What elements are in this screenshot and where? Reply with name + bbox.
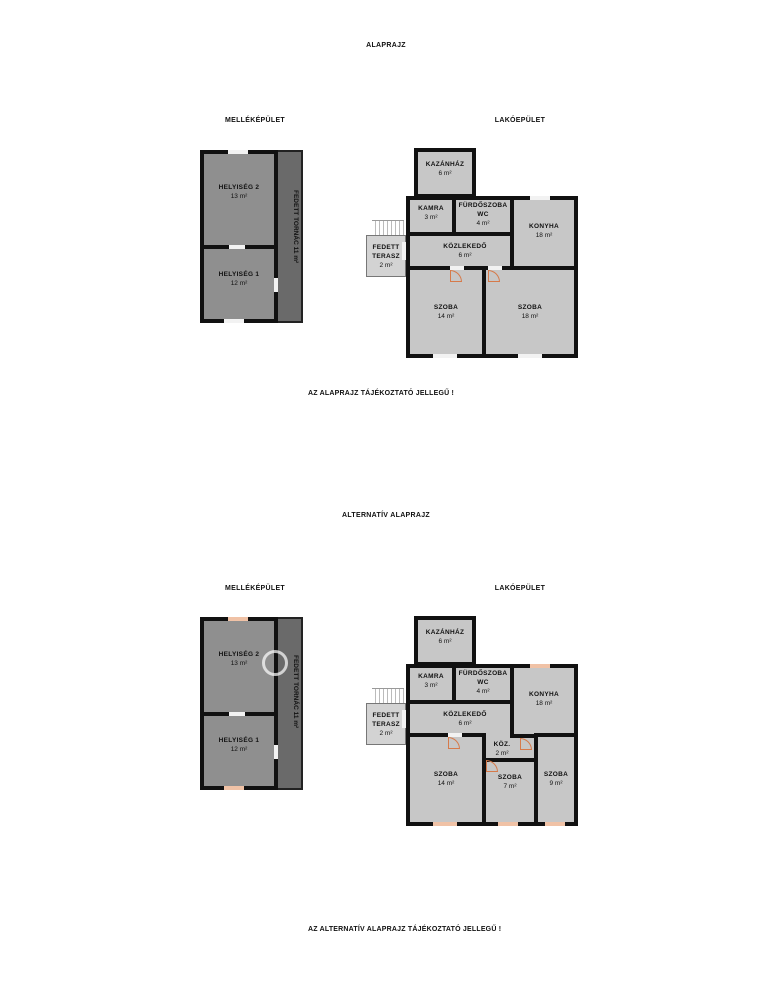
- door-opening: [274, 278, 278, 292]
- window: [228, 617, 248, 621]
- plan-2-note: AZ ALTERNATÍV ALAPRAJZ TÁJÉKOZTATÓ JELLEGŰ !: [308, 926, 502, 933]
- label-kozlekedo: KÖZLEKEDŐ 6 m²: [443, 711, 487, 727]
- label-terrace: FEDETT TERASZ 2 m²: [372, 244, 400, 269]
- label-szoba-2: SZOBA 18 m²: [517, 304, 543, 320]
- plan-2-title: ALTERNATÍV ALAPRAJZ: [341, 512, 430, 519]
- window: [228, 150, 248, 154]
- plan-2-outbuilding-heading: MELLÉKÉPÜLET: [225, 585, 285, 592]
- label-kazanhaz: KAZÁNHÁZ 6 m²: [425, 161, 465, 177]
- label-koz: KÖZ. 2 m²: [493, 741, 511, 757]
- label-szoba-3: SZOBA 9 m²: [543, 771, 569, 787]
- window: [545, 822, 565, 826]
- label-helyiseg-2: HELYISÉG 2 13 m²: [218, 651, 260, 667]
- label-szoba-2: SZOBA 7 m²: [497, 774, 523, 790]
- label-szoba-1: SZOBA 14 m²: [433, 304, 459, 320]
- window: [224, 319, 244, 323]
- label-konyha: KONYHA 18 m²: [529, 223, 559, 239]
- plan-2-house-heading: LAKÓEPÜLET: [494, 585, 546, 592]
- entry-door-opening: [402, 710, 406, 728]
- plan-1-note: AZ ALAPRAJZ TÁJÉKOZTATÓ JELLEGŰ !: [308, 390, 455, 397]
- label-szoba-1: SZOBA 14 m²: [433, 771, 459, 787]
- window: [433, 354, 457, 358]
- covered-porch-label: FEDETT TORNÁC 11 m²: [292, 190, 299, 264]
- plan-1-outbuilding-heading: MELLÉKÉPÜLET: [225, 117, 285, 124]
- plan-1-title: ALAPRAJZ: [366, 42, 406, 49]
- label-helyiseg-1: HELYISÉG 1 12 m²: [218, 737, 260, 753]
- label-furdoszoba: FÜRDŐSZOBA WC 4 m²: [458, 202, 508, 227]
- window: [530, 664, 550, 668]
- label-kozlekedo: KÖZLEKEDŐ 6 m²: [443, 243, 487, 259]
- label-helyiseg-2: HELYISÉG 2 13 m²: [218, 184, 260, 200]
- label-konyha: KONYHA 18 m²: [529, 691, 559, 707]
- window: [498, 822, 518, 826]
- window: [530, 196, 550, 200]
- covered-porch-label: FEDETT TORNÁC 11 m²: [292, 655, 299, 729]
- label-terrace: FEDETT TERASZ 2 m²: [372, 712, 400, 737]
- window: [518, 354, 542, 358]
- door-opening: [229, 245, 245, 249]
- window: [224, 786, 244, 790]
- door-opening: [274, 745, 278, 759]
- label-helyiseg-1: HELYISÉG 1 12 m²: [218, 271, 260, 287]
- label-kamra: KAMRA 3 m²: [418, 673, 444, 689]
- door-opening: [229, 712, 245, 716]
- label-furdoszoba: FÜRDŐSZOBA WC 4 m²: [458, 670, 508, 695]
- window: [433, 822, 457, 826]
- plan-1-house-heading: LAKÓEPÜLET: [494, 117, 546, 124]
- label-kamra: KAMRA 3 m²: [418, 205, 444, 221]
- entry-door-opening: [402, 242, 406, 260]
- label-kazanhaz: KAZÁNHÁZ 6 m²: [425, 629, 465, 645]
